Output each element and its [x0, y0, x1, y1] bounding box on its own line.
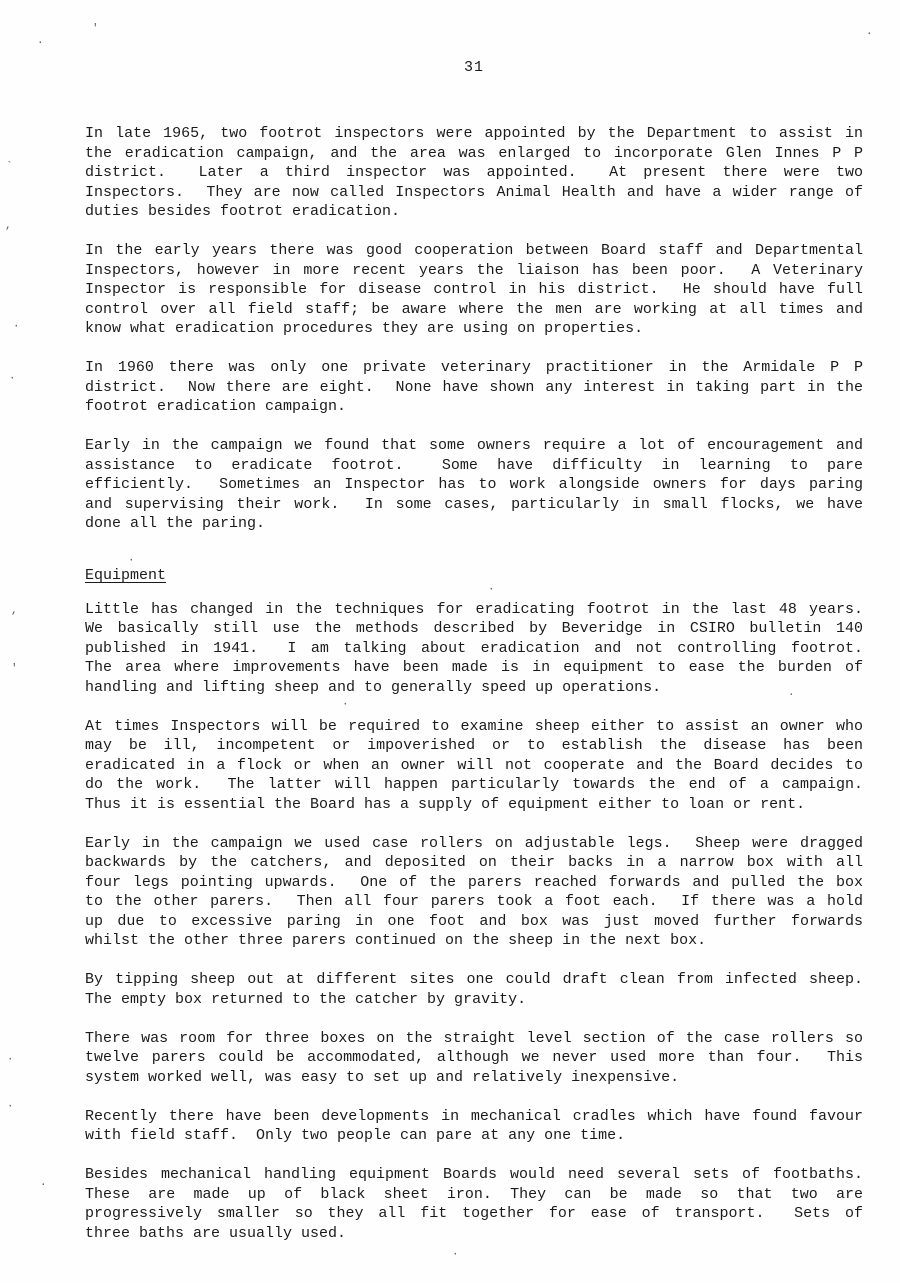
paragraph-line: and supervising their work. In some cases, particularly in small flocks, we have — [85, 495, 863, 513]
scan-speck: ' — [11, 663, 18, 675]
scan-speck: · — [13, 321, 20, 333]
paragraph-line: duties besides footrot eradication. — [85, 203, 401, 220]
paragraph-line: Thus it is essential the Board has a supply of equipment either to loan or rent. — [85, 795, 806, 813]
paragraph — [85, 241, 863, 339]
paragraph-line: Inspectors. They are now called Inspectors Animal Health and have a wider range of — [85, 183, 863, 201]
paragraph-line: district. Now there are eight. None have shown any interest in taking part in the — [85, 378, 863, 396]
scan-speck: · — [342, 699, 349, 711]
paragraph — [85, 717, 863, 815]
scan-speck: · — [128, 555, 135, 567]
paragraph — [85, 124, 863, 222]
paragraph-line: whilst the other three parers continued on the sheep in the next box. — [85, 932, 707, 949]
paragraph — [85, 436, 863, 534]
paragraph-line: At times Inspectors will be required to examine sheep either to assist an owner who — [85, 717, 863, 735]
paragraph — [85, 1165, 863, 1243]
paragraph-line: In the early years there was good cooperation between Board staff and Departmental — [85, 242, 863, 259]
paragraph-line: Early in the campaign we used case rollers on adjustable legs. Sheep were dragged — [85, 834, 863, 852]
paragraph-line: do the work. The latter will happen particularly towards the end of a campaign. — [85, 776, 863, 793]
paragraph — [85, 834, 863, 951]
section-heading: Equipment — [85, 567, 167, 584]
paragraph-line: backwards by the catchers, and deposited on their backs in a narrow box with all — [85, 854, 863, 871]
scan-speck: ' — [92, 23, 99, 35]
paragraph — [85, 970, 863, 1009]
paragraph-line: published in 1941. I am talking about eradication and not controlling footrot. — [85, 639, 863, 657]
paragraph-line: We basically still use the methods described by Beveridge in CSIRO bulletin 140 — [85, 620, 863, 637]
paragraph-line: Early in the campaign we found that some owners require a lot of encouragement and — [85, 437, 863, 454]
paragraph — [85, 1029, 863, 1088]
paragraph-line: In 1960 there was only one private veterinary practitioner in the Armidale P P — [85, 359, 863, 376]
paragraph-line: These are made up of black sheet iron. They can be made so that two are — [85, 1185, 863, 1203]
paragraph-line: system worked well, was easy to set up and relatively inexpensive. — [85, 1068, 680, 1086]
paragraph — [85, 600, 863, 698]
paragraph-line: Inspectors, however in more recent years the liaison has been poor. A Veterinary — [85, 261, 863, 279]
paragraph-line: control over all field staff; be aware where the men are working at all times and — [85, 300, 863, 318]
page-number: 31 — [463, 59, 484, 76]
scan-speck: . — [788, 687, 795, 699]
paragraph-line: Besides mechanical handling equipment Boards would need several sets of footbaths. — [85, 1166, 863, 1183]
scan-speck: . — [37, 35, 44, 47]
paragraph-line: Inspector is responsible for disease control in his district. He should have full — [85, 281, 863, 298]
paragraph — [85, 1107, 863, 1146]
paragraph-line: handling and lifting sheep and to generally speed up operations. — [85, 678, 662, 696]
paragraph-line: footrot eradication campaign. — [85, 398, 347, 415]
scan-speck: · — [7, 1054, 14, 1066]
paragraph-line: By tipping sheep out at different sites one could draft clean from infected sheep. — [85, 971, 863, 988]
paragraph-line: up due to excessive paring in one foot and box was just moved further forwards — [85, 912, 863, 930]
scan-speck: . — [40, 1177, 47, 1189]
scan-speck: · — [452, 1249, 459, 1261]
paragraph-line: There was room for three boxes on the straight level section of the case rollers so — [85, 1029, 863, 1047]
scan-speck: · — [7, 1101, 14, 1113]
scan-speck: ` — [6, 161, 13, 173]
paragraph-line: The area where improvements have been made is in equipment to ease the burden of — [85, 659, 863, 676]
paragraph-line: four legs pointing upwards. One of the parers reached forwards and pulled the box — [85, 873, 863, 891]
paragraph-line: the eradication campaign, and the area was enlarged to incorporate Glen Innes P P — [85, 144, 863, 162]
paragraph-line: Recently there have been developments in mechanical cradles which have found favour — [85, 1107, 863, 1125]
scan-speck: , — [5, 220, 12, 232]
paragraph-line: eradicated in a flock or when an owner will not cooperate and the Board decides to — [85, 756, 863, 774]
paragraph — [85, 358, 863, 417]
scan-speck: · — [9, 373, 16, 385]
paragraph-line: In late 1965, two footrot inspectors were appointed by the Department to assist in — [85, 125, 863, 142]
paragraph-line: Little has changed in the techniques for eradicating footrot in the last 48 years. — [85, 600, 863, 618]
paragraph-line: assistance to eradicate footrot. Some have difficulty in learning to pare — [85, 456, 863, 474]
scan-speck: · — [488, 584, 495, 596]
document-body — [85, 124, 863, 1263]
paragraph-line: efficiently. Sometimes an Inspector has to work alongside owners for days paring — [85, 476, 863, 493]
paragraph-line: The empty box returned to the catcher by gravity. — [85, 990, 527, 1008]
scan-speck: . — [866, 26, 873, 38]
paragraph-line: to the other parers. Then all four parers took a foot each. If there was a hold — [85, 893, 863, 910]
paragraph-line: with field staff. Only two people can pare at any one time. — [85, 1127, 626, 1144]
paragraph-line: done all the paring. — [85, 515, 266, 532]
paragraph-line: know what eradication procedures they are using on properties. — [85, 320, 644, 337]
scan-speck: , — [11, 605, 18, 617]
paragraph-line: progressively smaller so they all fit together for ease of transport. Sets of — [85, 1205, 863, 1222]
paragraph-line: may be ill, incompetent or impoverished or to establish the disease has been — [85, 737, 863, 754]
paragraph-line: twelve parers could be accommodated, although we never used more than four. This — [85, 1049, 863, 1066]
paragraph-line: district. Later a third inspector was appointed. At present there were two — [85, 164, 863, 181]
paragraph-line: three baths are usually used. — [85, 1224, 347, 1242]
